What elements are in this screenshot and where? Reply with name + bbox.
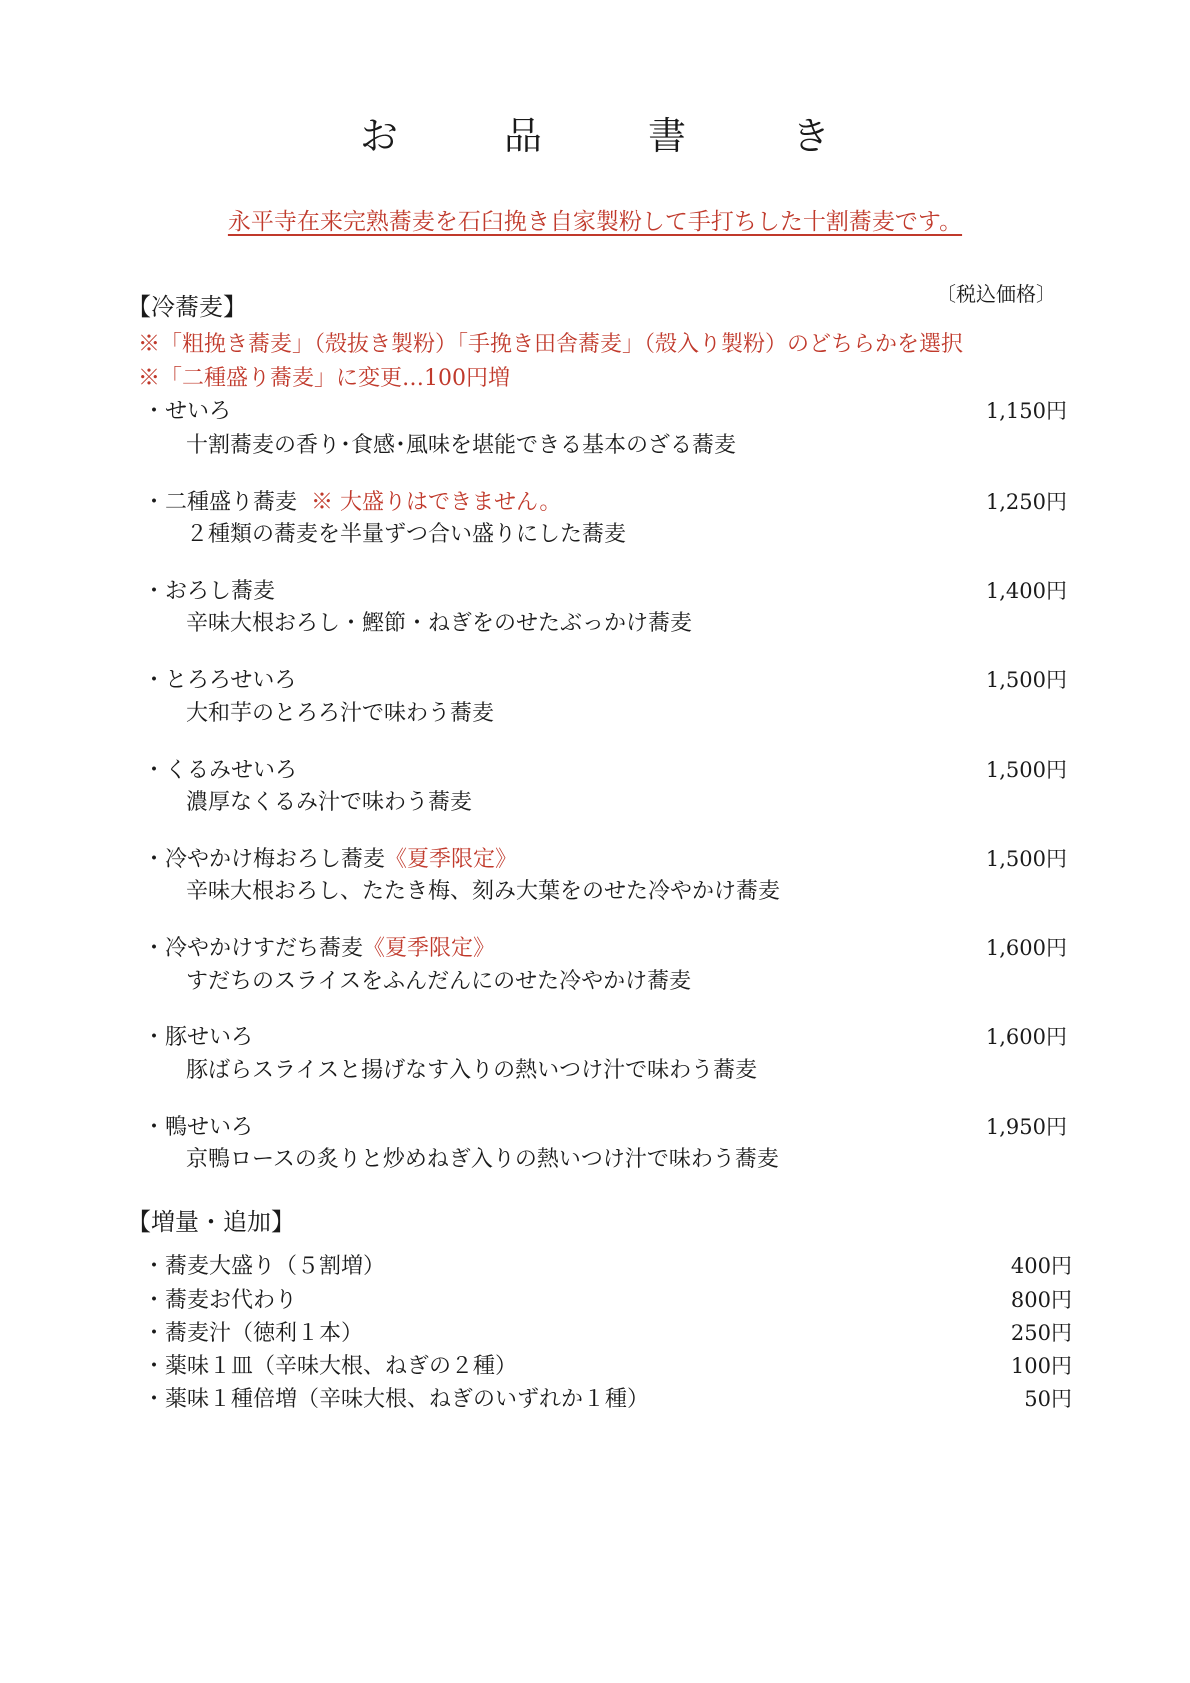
extra-item bbox=[143, 1284, 1072, 1317]
item-name: ・蕎麦汁（徳利１本） bbox=[143, 1321, 364, 1346]
menu-item bbox=[143, 1111, 1067, 1144]
item-price: 1,150円 bbox=[985, 399, 1067, 423]
item-price: 50円 bbox=[1024, 1387, 1072, 1411]
item-name: ・鴨せいろ bbox=[143, 1115, 254, 1140]
item-tag: ※ 大盛りはできません。 bbox=[311, 490, 562, 515]
item-desc: 十割蕎麦の香り･食感･風味を堪能できる基本のざる蕎麦 bbox=[186, 433, 737, 458]
item-price: 100円 bbox=[1010, 1354, 1072, 1378]
menu-item bbox=[143, 395, 1067, 428]
item-price: 1,600円 bbox=[985, 936, 1067, 960]
menu-item bbox=[143, 932, 1067, 965]
note-line: ※「粗挽き蕎麦」（殻抜き製粉）「手挽き田舎蕎麦」（殻入り製粉）のどちらかを選択 bbox=[138, 332, 964, 357]
item-name: ・薬味１種倍増（辛味大根、ねぎのいずれか１種） bbox=[143, 1387, 650, 1412]
item-name: ・二種盛り蕎麦 bbox=[143, 490, 298, 515]
menu-item bbox=[143, 1021, 1067, 1054]
item-desc: ２種類の蕎麦を半量ずつ合い盛りにした蕎麦 bbox=[186, 522, 627, 547]
item-desc: 大和芋のとろろ汁で味わう蕎麦 bbox=[186, 701, 495, 726]
section-heading-extra: 【増量・追加】 bbox=[127, 1208, 295, 1236]
item-desc: 豚ばらスライスと揚げなす入りの熱いつけ汁で味わう蕎麦 bbox=[186, 1058, 758, 1083]
item-price: 1,400円 bbox=[985, 579, 1067, 603]
item-price: 1,250円 bbox=[985, 490, 1067, 514]
item-price: 250円 bbox=[1010, 1321, 1072, 1345]
extra-item bbox=[143, 1350, 1072, 1383]
item-desc: 辛味大根おろし、たたき梅、刻み大葉をのせた冷やかけ蕎麦 bbox=[186, 879, 781, 904]
note-line: ※「二種盛り蕎麦」に変更…100円増 bbox=[138, 366, 510, 391]
item-name: ・冷やかけすだち蕎麦 bbox=[143, 936, 364, 961]
item-name: ・蕎麦大盛り（５割増） bbox=[143, 1254, 386, 1279]
item-name: ・くるみせいろ bbox=[143, 758, 298, 783]
item-desc: 濃厚なくるみ汁で味わう蕎麦 bbox=[186, 790, 473, 815]
menu-item bbox=[143, 664, 1067, 697]
tax-note: 〔税込価格〕 bbox=[936, 282, 1056, 306]
item-desc: 京鴨ロースの炙りと炒めねぎ入りの熱いつけ汁で味わう蕎麦 bbox=[186, 1147, 779, 1172]
item-name: ・とろろせいろ bbox=[143, 668, 297, 693]
item-price: 800円 bbox=[1010, 1288, 1072, 1312]
item-name: ・豚せいろ bbox=[143, 1025, 254, 1050]
item-name: ・冷やかけ梅おろし蕎麦 bbox=[143, 847, 386, 872]
menu-item bbox=[143, 754, 1067, 787]
item-name: ・おろし蕎麦 bbox=[143, 579, 276, 604]
extra-item bbox=[143, 1250, 1072, 1283]
menu-item bbox=[143, 486, 1067, 519]
subtitle: 永平寺在来完熟蕎麦を石臼挽き自家製粉して手打ちした十割蕎麦です。 bbox=[227, 209, 963, 235]
item-price: 1,500円 bbox=[985, 668, 1067, 692]
item-name: ・薬味１皿（辛味大根、ねぎの２種） bbox=[143, 1354, 518, 1379]
item-price: 1,950円 bbox=[985, 1115, 1067, 1139]
extra-item bbox=[143, 1383, 1072, 1416]
menu-item bbox=[143, 843, 1067, 876]
item-tag: 《夏季限定》 bbox=[363, 936, 496, 961]
item-tag: 《夏季限定》 bbox=[385, 847, 518, 872]
menu-item bbox=[143, 575, 1067, 608]
item-price: 1,500円 bbox=[985, 847, 1067, 871]
item-name: ・蕎麦お代わり bbox=[143, 1288, 298, 1313]
item-price: 1,600円 bbox=[985, 1025, 1067, 1049]
item-name: ・せいろ bbox=[143, 399, 232, 424]
item-desc: 辛味大根おろし・鰹節・ねぎをのせたぶっかけ蕎麦 bbox=[186, 611, 693, 636]
section-heading-cold: 【冷蕎麦】 bbox=[127, 293, 247, 321]
page-title: お 品 書 き bbox=[359, 114, 864, 158]
item-desc: すだちのスライスをふんだんにのせた冷やかけ蕎麦 bbox=[186, 969, 692, 994]
item-price: 400円 bbox=[1010, 1254, 1072, 1278]
extra-item bbox=[143, 1317, 1072, 1350]
item-price: 1,500円 bbox=[985, 758, 1067, 782]
